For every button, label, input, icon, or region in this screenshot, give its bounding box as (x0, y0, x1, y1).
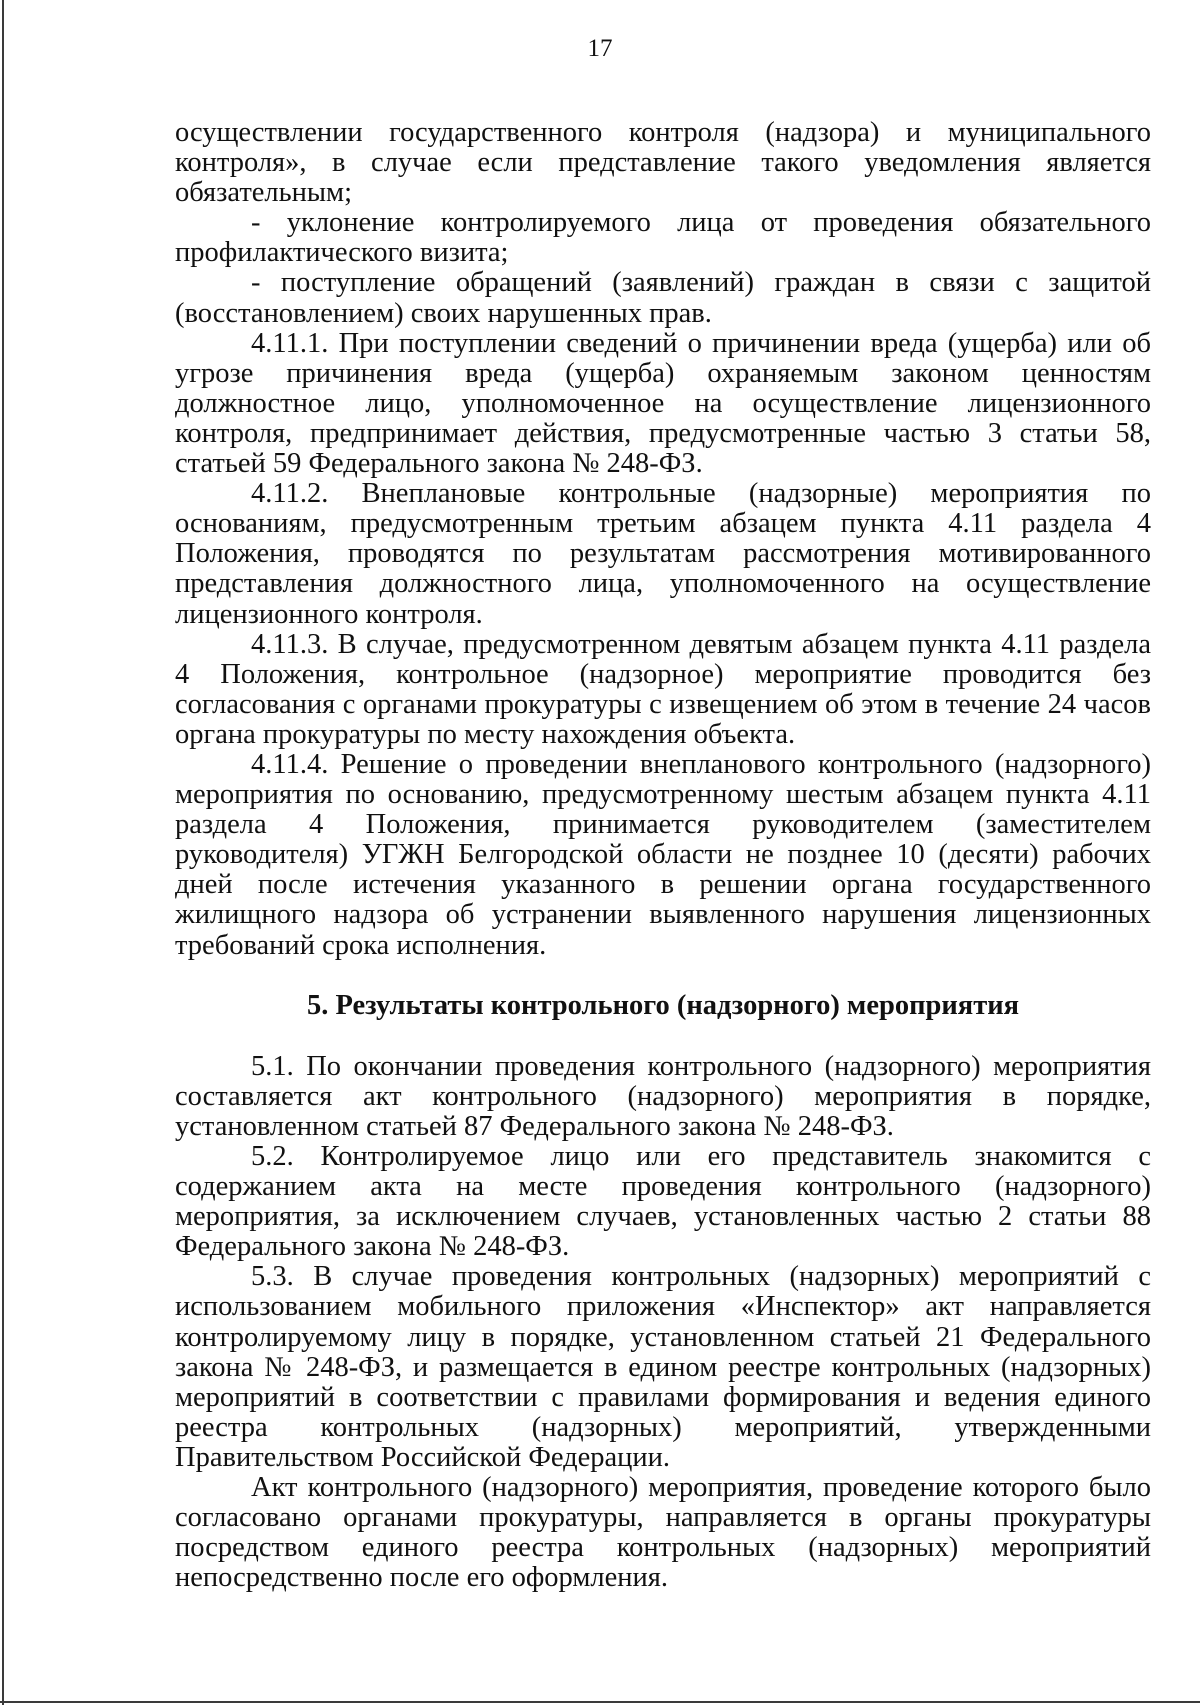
paragraph-4-11-3: 4.11.3. В случае, предусмотренном девятым абзацем пункта 4.11 раздела 4 Положения, контрольное (надзорное) мероприятие проводится без согласования с органами прокуратуры с извещением об этом в течение 24 часов органа прокуратуры по месту нахождения объекта. (175, 628, 1151, 750)
document-body (175, 118, 1151, 1593)
scan-edge-bottom (0, 1701, 1200, 1703)
paragraph-5-2: 5.2. Контролируемое лицо или его представитель знакомится с содержанием акта на месте проведения контрольного (надзорного) мероприятия, за исключением случаев, установленных частью 2 статьи 88 Федерального закона № 248-ФЗ. (175, 1141, 1151, 1263)
paragraph-4-11-2: 4.11.2. Внеплановые контрольные (надзорные) мероприятия по основаниям, предусмотренным третьим абзацем пункта 4.11 раздела 4 Положения, проводятся по результатам рассмотрения мотивированного представления должностного лица, уполномоченного на осуществление лицензионного контроля. (175, 478, 1151, 630)
paragraph-5-3: 5.3. В случае проведения контрольных (надзорных) мероприятий с использованием мобильного приложения «Инспектор» акт направляется контролируемому лицу в порядке, установленном статьей 21 Федерального закона № 248-ФЗ, и размещается в едином реестре контрольных (надзорных) мероприятий в соответствии с правилами формирования и ведения единого реестра контрольных (надзорных) мероприятий, утвержденными Правительством Российской Федерации. (175, 1261, 1151, 1473)
page-number: 17 (587, 35, 613, 62)
paragraph-citizen-appeals: - поступление обращений (заявлений) граждан в связи с защитой (восстановлением) своих нарушенных прав. (175, 267, 1151, 329)
section-heading: 5. Результаты контрольного (надзорного) мероприятия (306, 989, 1020, 1021)
paragraph-5-1: 5.1. По окончании проведения контрольного (надзорного) мероприятия составляется акт контрольного (надзорного) мероприятия в порядке, установленном статьей 87 Федерального закона № 248-ФЗ. (175, 1050, 1151, 1142)
scan-edge-left (2, 0, 4, 1705)
paragraph-4-11-1: 4.11.1. При поступлении сведений о причинении вреда (ущерба) или об угрозе причинения вреда (ущерба) охраняемым законом ценностям должностное лицо, уполномоченное на осуществление лицензионного контроля, предпринимает действия, предусмотренные частью 3 статьи 58, статьей 59 Федерального закона № 248-ФЗ. (175, 327, 1151, 480)
paragraph-4-11-4: 4.11.4. Решение о проведении внепланового контрольного (надзорного) мероприятия по основанию, предусмотренному шестым абзацем пункта 4.11 раздела 4 Положения, принимается руководителем (заместителем руководителя) УГЖН Белгородской области не позднее 10 (десяти) рабочих дней после истечения указанного в решении органа государственного жилищного надзора об устранении выявленного нарушения лицензионных требований срока исполнения. (175, 748, 1151, 961)
paragraph-continuation: осуществлении государственного контроля (надзора) и муниципального контроля», в случае если представление такого уведомления является обязательным; (175, 117, 1151, 209)
paragraph-act-prosecutor: Акт контрольного (надзорного) мероприятия, проведение которого было согласовано органами прокуратуры, направляется в органы прокуратуры посредством единого реестра контрольных (надзорных) мероприятий непосредственно после его оформления. (175, 1472, 1151, 1594)
paragraph-evasion: - уклонение контролируемого лица от проведения обязательного профилактического визита; (175, 207, 1151, 269)
